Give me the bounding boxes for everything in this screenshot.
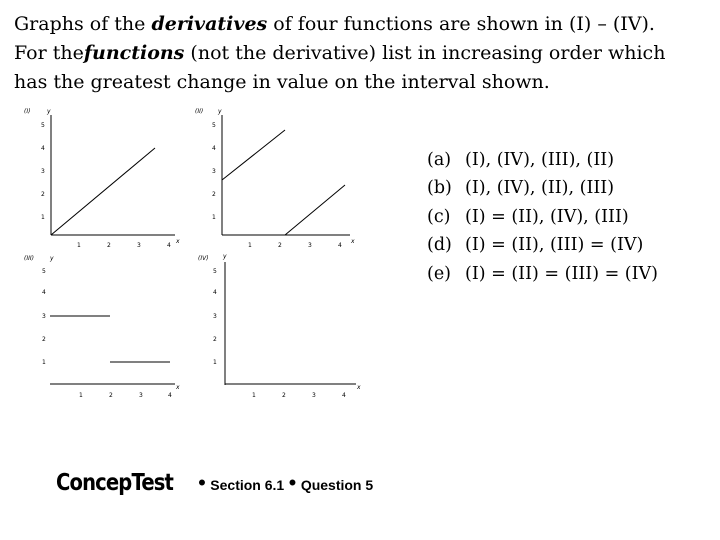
graph-ii-x-label: x [351,238,355,245]
choice-c[interactable] [427,203,658,231]
footer [56,470,373,496]
graph-iii-y-tick-1: 1 [42,359,46,366]
graph-iii-x-tick-2: 2 [109,392,113,399]
question-line-3: has the greatest change in value on the interval shown. [14,71,550,93]
graph-iii-y-tick-5: 5 [42,268,46,275]
section-label: Section 6.1 [210,477,285,493]
question-label: Question 5 [300,477,374,493]
graph-i-x-tick-4: 4 [167,242,171,249]
graph-i-x-tick-1: 1 [77,242,81,249]
graph-i-x-tick-2: 2 [107,242,111,249]
graph-iii-label: (III) [24,255,34,262]
footer-bullet-2: • [288,470,297,495]
choice-e-text: (I) = (II) = (III) = (IV) [465,263,659,284]
graph-i-y-label: y [47,108,51,115]
graph-i-y-tick-4: 4 [41,145,45,152]
graph-iv-y-tick-4: 4 [213,289,217,296]
choice-a-letter: (a) [427,150,452,170]
choice-a[interactable] [427,146,658,174]
choice-e-letter: (e) [427,263,452,284]
graph-iii-y-tick-2: 2 [42,336,46,343]
graph-i [24,108,180,249]
graph-ii-y-tick-1: 1 [212,214,216,221]
choice-d[interactable] [427,231,658,259]
question-line-1-start: Graphs of the [14,13,152,35]
graph-ii-label: (II) [195,108,204,115]
graph-i-label: (I) [24,108,31,115]
question-line-2-end: (not the derivative) list in increasing order which [184,42,666,64]
graph-ii-y-tick-4: 4 [212,145,216,152]
graph-iv-x-tick-3: 3 [312,392,316,399]
question-text [14,10,718,97]
choice-b-letter: (b) [427,178,452,199]
emphasis-derivatives: derivatives [151,13,268,35]
graph-iv-label: (IV) [198,255,209,262]
graph-ii-y-tick-3: 3 [212,168,216,175]
graph-i-y-tick-5: 5 [41,122,45,129]
graph-i-y-tick-3: 3 [41,168,45,175]
graph-ii-x-tick-1: 1 [248,242,252,249]
derivative-graphs [20,105,360,265]
graph-ii-y-label: y [218,108,222,115]
choice-b-text: (I), (IV), (II), (III) [465,178,615,199]
graph-i-x-tick-3: 3 [137,242,141,249]
question-line-1-end: of four functions are shown in (I) – (IV). [267,13,655,35]
graph-ii-x-tick-4: 4 [338,242,342,249]
graph-iv-y-label: y [223,253,227,260]
graph-i-derivative-line [51,148,155,235]
graph-iv-y-tick-3: 3 [213,313,217,320]
graph-ii-derivative-segment-1 [222,130,285,180]
choice-b[interactable] [427,174,658,202]
graph-i-x-label: x [176,238,180,245]
graph-ii-y-tick-2: 2 [212,191,216,198]
graph-ii-derivative-segment-2 [285,185,345,235]
conceptest-brand: ConcepTest [56,470,174,496]
graph-iii-y-label: y [50,255,54,262]
graph-ii-x-tick-3: 3 [308,242,312,249]
graph-iv-y-tick-1: 1 [213,359,217,366]
question-line-2 [14,39,718,68]
graph-ii-x-tick-2: 2 [278,242,282,249]
graph-iii-x-tick-1: 1 [79,392,83,399]
graph-iv-y-tick-2: 2 [213,336,217,343]
graph-ii [195,108,355,249]
answer-choices [427,146,658,288]
graph-iv [198,253,361,399]
graph-iv-x-tick-4: 4 [342,392,346,399]
graph-iii-x-tick-4: 4 [168,392,172,399]
graph-iv-x-tick-1: 1 [252,392,256,399]
graph-iv-x-tick-2: 2 [282,392,286,399]
emphasis-functions: functions [83,42,185,64]
graph-i-y-tick-1: 1 [41,214,45,221]
choice-c-letter: (c) [427,206,451,227]
graph-iii-x-tick-3: 3 [139,392,143,399]
graph-iv-y-tick-5: 5 [213,268,217,275]
question-line-1 [14,10,718,39]
graph-iii-y-tick-3: 3 [42,313,46,320]
choice-d-letter: (d) [427,235,452,256]
choice-d-text: (I) = (II), (III) = (IV) [465,235,644,256]
graph-ii-y-tick-5: 5 [212,122,216,129]
footer-bullet-1: • [198,470,206,495]
graph-iv-x-label: x [357,384,361,391]
graph-iii [24,255,180,399]
choice-e[interactable] [427,260,658,288]
choice-c-text: (I) = (II), (IV), (III) [465,206,629,227]
derivative-graphs-lower [20,250,370,410]
graph-iii-y-tick-4: 4 [42,289,46,296]
graph-i-y-tick-2: 2 [41,191,45,198]
graph-iii-x-label: x [176,384,180,391]
choice-a-text: (I), (IV), (III), (II) [465,150,615,170]
question-line-2-start: For the [14,42,84,64]
